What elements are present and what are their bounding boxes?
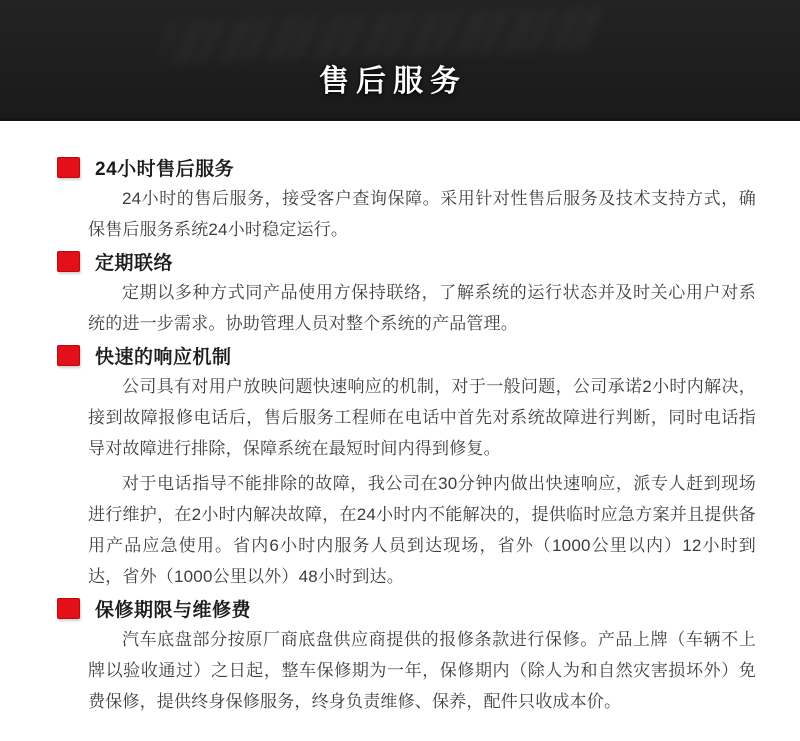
header-band — [0, 0, 800, 121]
section-paragraph: 对于电话指导不能排除的故障，我公司在30分钟内做出快速响应，派专人赶到现场进行维护，在2小时内解决故障，在24小时内不能解决的，提供临时应急方案并且提供备用产品应急使用。省内6小时内服务人员到达现场，省外（1000公里以内）12小时到达，省外（1000公里以外）48小时到达。 — [88, 474, 756, 586]
red-square-bullet-icon — [57, 157, 80, 178]
section-heading: 快速的响应机制 — [95, 346, 232, 368]
section-paragraph: 定期以多种方式同产品使用方保持联络，了解系统的运行状态并及时关心用户对系统的进一步需求。协助管理人员对整个系统的产品管理。 — [88, 283, 756, 333]
section-heading-row — [57, 155, 756, 179]
content-area — [0, 121, 800, 717]
section-fast-response — [57, 343, 756, 592]
section-regular-contact — [57, 249, 756, 339]
section-paragraph: 公司具有对用户放映问题快速响应的机制，对于一般问题，公司承诺2小时内解决，接到故障报修电话后，售后服务工程师在电话中首先对系统故障进行判断，同时电话指导对故障进行排除，保障系统在最短时间内得到修复。 — [88, 377, 756, 458]
section-paragraph: 汽车底盘部分按原厂商底盘供应商提供的报修条款进行保修。产品上牌（车辆不上牌以验收通过）之日起，整车保修期为一年，保修期内（除人为和自然灾害损坏外）免费保修，提供终身保修服务，终身负责维修、保养，配件只收成本价。 — [88, 630, 756, 711]
section-warranty-fees — [57, 596, 756, 717]
section-heading: 定期联络 — [95, 252, 174, 274]
section-paragraph: 24小时的售后服务，接受客户查询保障。采用针对性售后服务及技术支持方式，确保售后服务系统24小时稳定运行。 — [88, 189, 756, 239]
section-heading: 保修期限与维修费 — [95, 599, 252, 621]
section-heading: 24小时售后服务 — [95, 158, 235, 180]
red-square-bullet-icon — [57, 345, 80, 366]
red-square-bullet-icon — [57, 598, 80, 619]
section-heading-row — [57, 596, 756, 620]
section-heading-row — [57, 343, 756, 367]
section-heading-row — [57, 249, 756, 273]
page-title: 售后服务 — [319, 65, 467, 98]
section-24h-service — [57, 155, 756, 245]
red-square-bullet-icon — [57, 251, 80, 272]
